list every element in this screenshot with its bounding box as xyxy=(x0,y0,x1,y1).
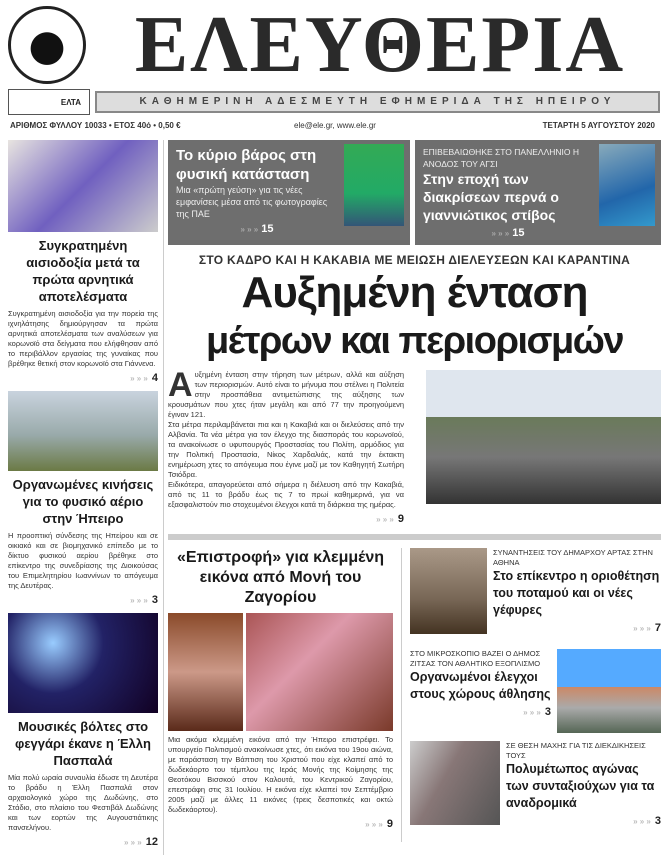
icon-photo-1 xyxy=(168,613,243,731)
right-headline-2[interactable]: Οργανωμένοι έλεγχοι στους χώρους άθλησης xyxy=(410,670,551,701)
pensioners-photo xyxy=(410,741,500,825)
icon-story-headline[interactable]: «Επιστροφή» για κλεμμένη εικόνα από Μονή του Ζαγορίου xyxy=(176,549,385,606)
promo-athletics[interactable] xyxy=(415,140,661,245)
right-page-ref-3[interactable]: » » » 3 xyxy=(633,815,661,827)
right-kicker-3: ΣΕ ΘΕΣΗ ΜΑΧΗΣ ΓΙΑ ΤΙΣ ΔΙΕΚΔΙΚΗΣΕΙΣ ΤΟΥΣ xyxy=(506,741,646,760)
promo-sports[interactable] xyxy=(168,140,410,245)
promo-page: » » » 15 xyxy=(240,223,274,235)
promo-page: » » » 15 xyxy=(491,227,525,239)
lead-body: Αυξημένη ένταση στην τήρηση των μέτρων, αλλά και αύξηση των περιορισμών. Αυτό είναι το μήνυμα που στέλνει η Πολιτεία στην προσπάθεια αντιμετώπισης της αύξησης των κρουσμάτων που χτες ήταν μεγάλη και από 77 την προηγούμενη έγιναν 121. Στα μέτρα περιλαμβάνεται πια και η Κακαβιά και οι διελεύσεις από την Αλβανία. Τα νέα μέτρα για τον έλεγχο της διασποράς του κορωνοϊού, τα ανακοίνωσε ο υφυπουργός Προστασίας του Πολίτη, αρμόδιος για την Πολιτική Προστασία, Νίκος Χαρδαλιάς, κατά την έκτακτη ενημέρωση χτες το απόγευμα που έγινε μαζί με τον Καθηγητή Σωτήρη Τσιόδρα. Ειδικότερα, απαγορεύεται από σήμερα η διέλευση από την Κακαβιά, από τις 11 το βράδυ έως τις 7 το πρωί καθημερινά, για να εξασφαλιστούν πιο στοχευμένοι έλεγχοι κατά τη διάρκεια της ημέρας. xyxy=(168,366,404,509)
page-ref-1[interactable]: » » » 4 xyxy=(130,372,158,384)
masthead-subtitle: ΚΑΘΗΜΕΡΙΝΗ ΑΔΕΣΜΕΥΤΗ ΕΦΗΜΕΡΙΔΑ ΤΗΣ ΗΠΕΙΡΟΥ xyxy=(95,91,660,113)
right-headline-3[interactable]: Πολυμέτωπος αγώνας των συνταξιούχων για τα αναδρομικά xyxy=(506,762,655,810)
left-headline-1[interactable]: Συγκρατημένη αισιοδοξία μετά τα πρώτα αρνητικά αποτελέσματα xyxy=(26,238,140,304)
promo-title: Το κύριο βάρος στη φυσική κατάσταση xyxy=(176,147,317,183)
left-headline-3[interactable]: Μουσικές βόλτες στο φεγγάρι έκανε η Έλλη Πασπαλά xyxy=(15,719,151,768)
date: ΤΕΤΑΡΤΗ 5 ΑΥΓΟΥΣΤΟΥ 2020 xyxy=(542,121,655,130)
elta-badge: ΕΛΤΑ xyxy=(8,89,90,115)
icon-story-body: Μια ακόμα κλεμμένη εικόνα από την Ήπειρο επιστρέφει. Το υπουργείο Πολιτισμού ανακοίνωσε χτες, ότι εικόνα του 19ου αιώνα, με παράσταση την Βάπτιση του Χριστού που είχε κλαπεί από το δωδεκάορτο του τέμπλου της Ιεράς Μονής της Κοίμησης της Θεοτόκου Βισσκού στον Καλουτά, του Κεντρικού Ζαγορίου, επεστράφη στις 31 Ιουλίου. Η εικόνα είχε κλαπεί τον Σεπτέμβριο 2005 μαζί με άλλες 11 εικόνες (τρεις δεσποτικές και οκτώ δωδεκάορτου). xyxy=(168,735,393,814)
contact-info[interactable]: ele@ele.gr, www.ele.gr xyxy=(294,121,376,130)
lead-page-ref[interactable]: » » » 9 xyxy=(376,513,404,525)
right-kicker-1: ΣΥΝΑΝΤΗΣΕΙΣ ΤΟΥ ΔΗΜΑΡΧΟΥ ΑΡΤΑΣ ΣΤΗΝ ΑΘΗΝΑ xyxy=(493,548,653,567)
drop-cap: Α xyxy=(168,366,193,404)
concert-photo xyxy=(8,613,158,713)
meeting-photo xyxy=(410,548,487,634)
main-area xyxy=(168,140,661,842)
promo-sub: Μια «πρώτη γεύση» για τις νέες εμφανίσεις μέσα από τις φωτογραφίες της ΠΑΕ xyxy=(176,185,328,219)
right-story-1[interactable] xyxy=(410,548,661,641)
right-kicker-2: ΣΤΟ ΜΙΚΡΟΣΚΟΠΙΟ ΒΑΖΕΙ Ο ΔΗΜΟΣ ΖΙΤΣΑΣ ΤΟΝ ΑΘΛΗΤΙΚΟ ΕΞΟΠΛΙΣΜΟ xyxy=(410,649,541,668)
lead-headline-line2[interactable]: μέτρων και περιορισμών xyxy=(205,320,623,362)
left-body-2: Η προοπτική σύνδεσης της Ηπείρου και σε οικιακό και σε βιομηχανικό επίπεδο με το δίκτυο φυσικού αερίου βρέθηκε στο επίκεντρο της συνεδρίασης της Διοικούσας του Επιμελητηρίου Ιωαννίνων το απόγευμα της Δευτέρας. xyxy=(8,531,158,590)
left-body-3: Μία πολύ ωραία συναυλία έδωσε τη Δευτέρα το βράδυ η Έλλη Πασπαλά στον αρχαιολογικό χώρο της Δωδώνης, στο Στάδιο, στο πλαίσιο του Φεστιβάλ Δωδώνης και των εορτών της Αυγουστιάτικης πανσελήνου. xyxy=(8,773,158,832)
promo-kicker: ΕΠΙΒΕΒΑΙΩΘΗΚΕ ΣΤΟ ΠΑΝΕΛΛΗΝΙΟ Η ΑΝΟΔΟΣ ΤΟΥ ΑΓΣΙ xyxy=(423,147,580,169)
gas-pipeline-photo xyxy=(8,391,158,471)
stadium-photo xyxy=(599,144,655,226)
promo-title: Στην εποχή των διακρίσεων περνά ο γιαννιώτικος στίβος xyxy=(423,171,559,223)
issue-info: ΑΡΙΘΜΟΣ ΦΥΛΛΟΥ 10033 • ΕΤΟΣ 40ό • 0,50 € xyxy=(10,121,181,130)
masthead-title: ΕΛΕΥΘΕΡΙΑ xyxy=(134,1,626,89)
left-body-1: Συγκρατημένη αισιοδοξία για την πορεία της ιχνηλάτησης δημιούργησαν τα πρώτα αρνητικά αποτελέσματα των αναλύσεων για κορωνοϊό στα δείγματα που ελήφθησαν από το περιβάλλον εργασίας της γυναίκας που βρέθηκε θετική στον κορωνοϊό στα Γιάννενα. xyxy=(8,309,158,368)
column-divider xyxy=(401,548,402,842)
section-divider xyxy=(168,534,661,540)
right-page-ref-2[interactable]: » » » 3 xyxy=(523,706,551,718)
lead-headline-line1[interactable]: Αυξημένη ένταση xyxy=(241,268,588,317)
column-divider xyxy=(163,140,164,855)
page-ref-2[interactable]: » » » 3 xyxy=(130,594,158,606)
football-photo xyxy=(344,144,404,226)
icon-photo-2 xyxy=(246,613,393,731)
border-checkpoint-photo xyxy=(426,370,661,504)
basketball-court-photo xyxy=(557,649,661,733)
left-headline-2[interactable]: Οργανωμένες κινήσεις για το φυσικό αέριο στην Ήπειρο xyxy=(12,477,154,526)
lead-kicker: ΣΤΟ ΚΑΔΡΟ ΚΑΙ Η ΚΑΚΑΒΙΑ ΜΕ ΜΕΙΩΣΗ ΔΙΕΛΕΥΣΕΩΝ ΚΑΙ ΚΑΡΑΝΤΙΝΑ xyxy=(198,253,631,267)
right-page-ref-1[interactable]: » » » 7 xyxy=(633,622,661,634)
left-column xyxy=(8,140,158,855)
right-headline-1[interactable]: Στο επίκεντρο η οριοθέτηση του ποταμού και οι νέες γέφυρες xyxy=(493,569,660,617)
newspaper-logo xyxy=(8,6,86,84)
right-story-3[interactable] xyxy=(410,741,661,834)
right-story-2[interactable] xyxy=(410,649,661,733)
icon-page-ref[interactable]: » » » 9 xyxy=(365,818,393,830)
lab-photo xyxy=(8,140,158,232)
page-ref-3[interactable]: » » » 12 xyxy=(123,836,158,848)
